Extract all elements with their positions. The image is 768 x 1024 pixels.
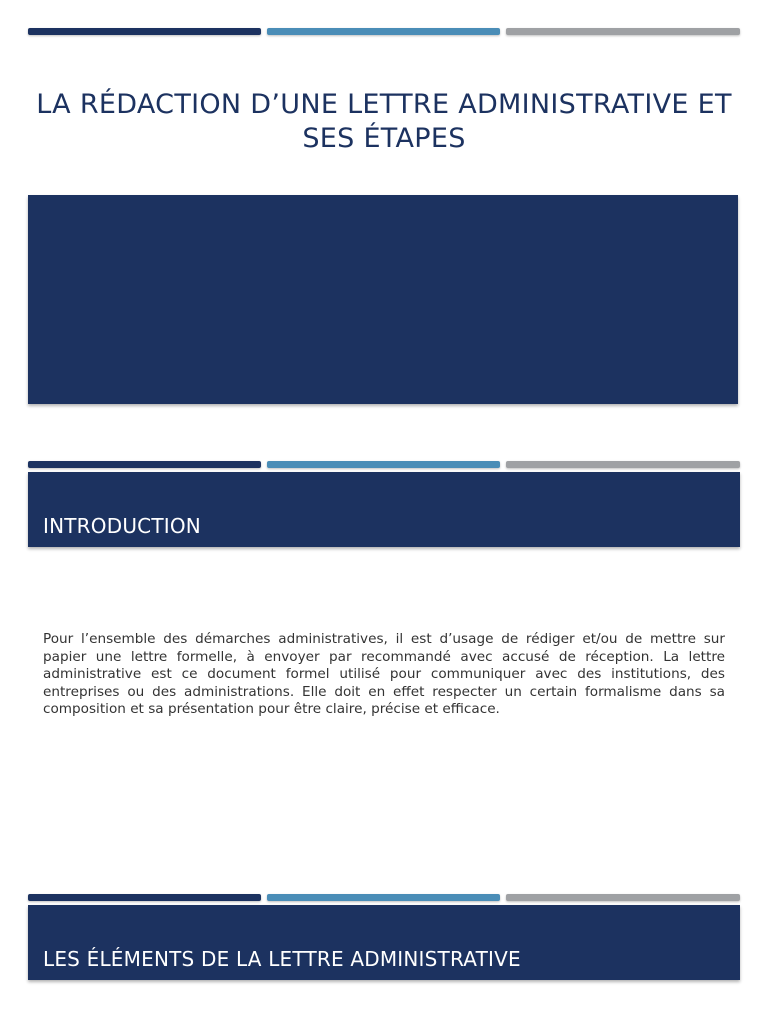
- accent-bar-navy: [28, 894, 261, 901]
- accent-bars: [28, 461, 740, 469]
- accent-bar-navy: [28, 28, 261, 35]
- accent-bars: [28, 894, 740, 902]
- accent-bar-blue: [267, 461, 500, 468]
- accent-bar-gray: [506, 28, 740, 35]
- accent-bar-gray: [506, 894, 740, 901]
- section-header: [28, 905, 740, 980]
- accent-bar-gray: [506, 461, 740, 468]
- accent-bar-blue: [267, 28, 500, 35]
- section-heading: INTRODUCTION: [43, 514, 201, 538]
- section-header: [28, 472, 740, 547]
- section-heading: LES ÉLÉMENTS DE LA LETTRE ADMINISTRATIVE: [43, 947, 521, 971]
- title-banner: [28, 195, 738, 404]
- intro-paragraph: Pour l’ensemble des démarches administratives, il est d’usage de rédiger et/ou de mettre sur papier une lettre formelle, à envoyer par recommandé avec accusé de réception. La lettre administrative est ce document formel utilisé pour communiquer avec des institutions, des entreprises ou des administrations. Elle doit en effet respecter un certain formalisme dans sa composition et sa présentation pour être claire, précise et efficace.: [43, 631, 725, 718]
- accent-bar-navy: [28, 461, 261, 468]
- page-title: LA RÉDACTION D’UNE LETTRE ADMINISTRATIVE ET SES ÉTAPES: [36, 89, 732, 154]
- accent-bar-blue: [267, 894, 500, 901]
- accent-bars: [28, 28, 740, 36]
